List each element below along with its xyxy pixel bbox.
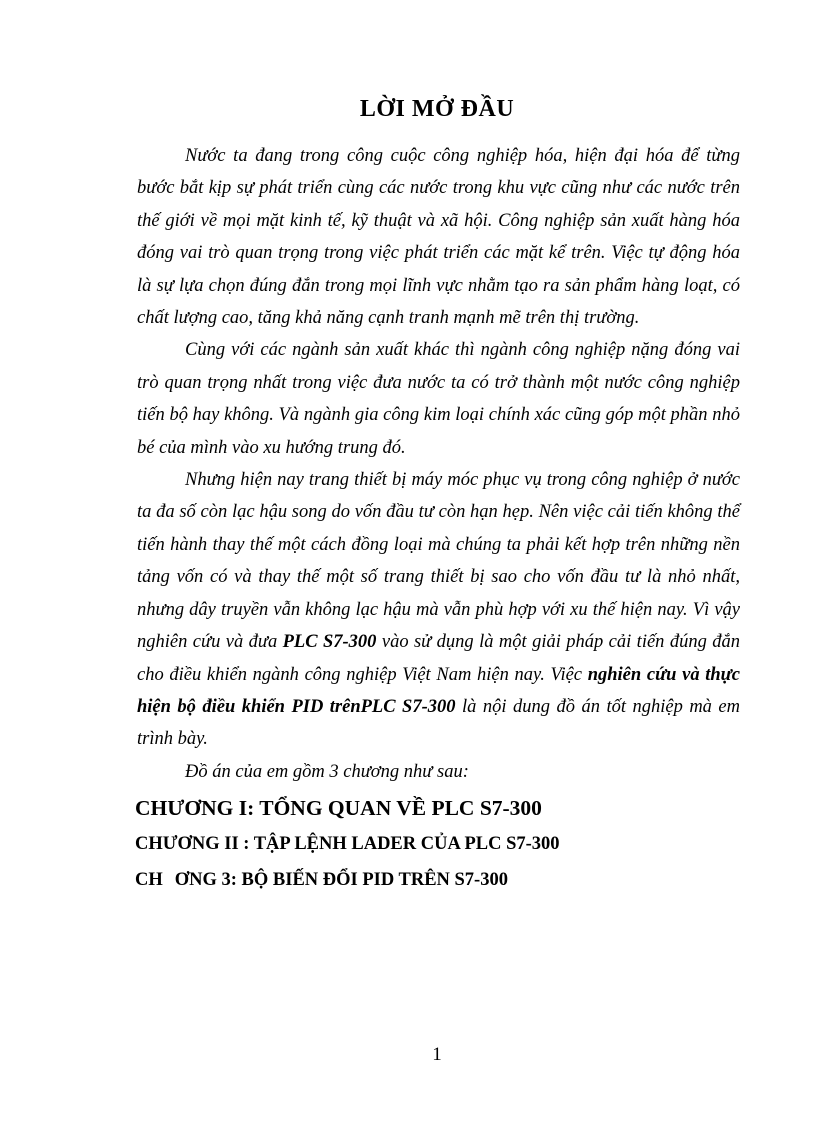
paragraph-3-text-a: Nhưng hiện nay trang thiết bị máy móc phục vụ trong công nghiệp ở nước ta đa số còn lạc hậu song do vốn đầu tư còn hạn hẹp. Nên việc cải tiến không thể tiến hành thay thế một cách đồng loại mà chúng ta phải kết hợp trên những nền tảng vốn có và thay thế một số trang thiết bị sao cho vốn đầu tư là nhỏ nhất, nhưng dây truyền vẫn không lạc hậu mà vẫn phù hợp với xu thế hiện nay. Vì vậy nghiên cứu và đưa (137, 470, 740, 653)
paragraph-2: Cùng với các ngành sản xuất khác thì ngành công nghiệp nặng đóng vai trò quan trọng nhất trong việc đưa nước ta có trở thành một nước công nghiệp tiến bộ hay không. Và ngành gia công kim loại chính xác cũng góp một phần nhỏ bé của mình vào xu hướng trung đó. (137, 340, 740, 458)
introduction-body (137, 140, 740, 788)
chapter-3-heading-part-b: ƠNG 3: BỘ BIẾN ĐỔI PID TRÊN S7-300 (174, 870, 508, 890)
chapter-1-heading: CHƯƠNG I: TỔNG QUAN VỀ PLC S7-300 (135, 796, 542, 820)
paragraph-3 (137, 464, 740, 756)
paragraph-3-bold-plc: PLC S7-300 (282, 632, 377, 653)
chapter-3-heading-part-a: CH (135, 870, 163, 890)
page-number: 1 (432, 1044, 442, 1065)
paragraph-3-text-e: là nội dung đồ án tốt nghiệp mà em trình bày. (137, 696, 740, 750)
paragraph-4: Đồ án của em gồm 3 chương như sau: (185, 761, 469, 782)
chapter-2-heading: CHƯƠNG II : TẬP LỆNH LADER CỦA PLC S7-300 (135, 834, 560, 854)
chapter-list (135, 790, 755, 898)
paragraph-1: Nước ta đang trong công cuộc công nghiệp hóa, hiện đại hóa để từng bước bắt kịp sự phát triển cùng các nước trong khu vực cũng như các nước trên thế giới về mọi mặt kinh tế, kỹ thuật và xã hội. Công nghiệp sản xuất hàng hóa đóng vai trò quan trọng trong việc phát triển các mặt kể trên. Việc tự động hóa là sự lựa chọn đúng đắn trong mọi lĩnh vực nhằm tạo ra sản phẩm hàng loạt, có chất lượng cao, tăng khả năng cạnh tranh mạnh mẽ trên thị trường. (137, 146, 740, 329)
page-title: LỜI MỞ ĐẦU (359, 96, 515, 122)
paragraph-3-text-c: vào sử dụng là một giải pháp cải tiến đúng đắn cho điều khiển ngành công nghiệp Việt Nam hiện nay. Việc (137, 632, 741, 685)
paragraph-3-bold-topic: nghiên cứu và thực hiện bộ điều khiển PID trênPLC S7-300 (137, 664, 740, 717)
chapter-3-heading (135, 862, 755, 898)
